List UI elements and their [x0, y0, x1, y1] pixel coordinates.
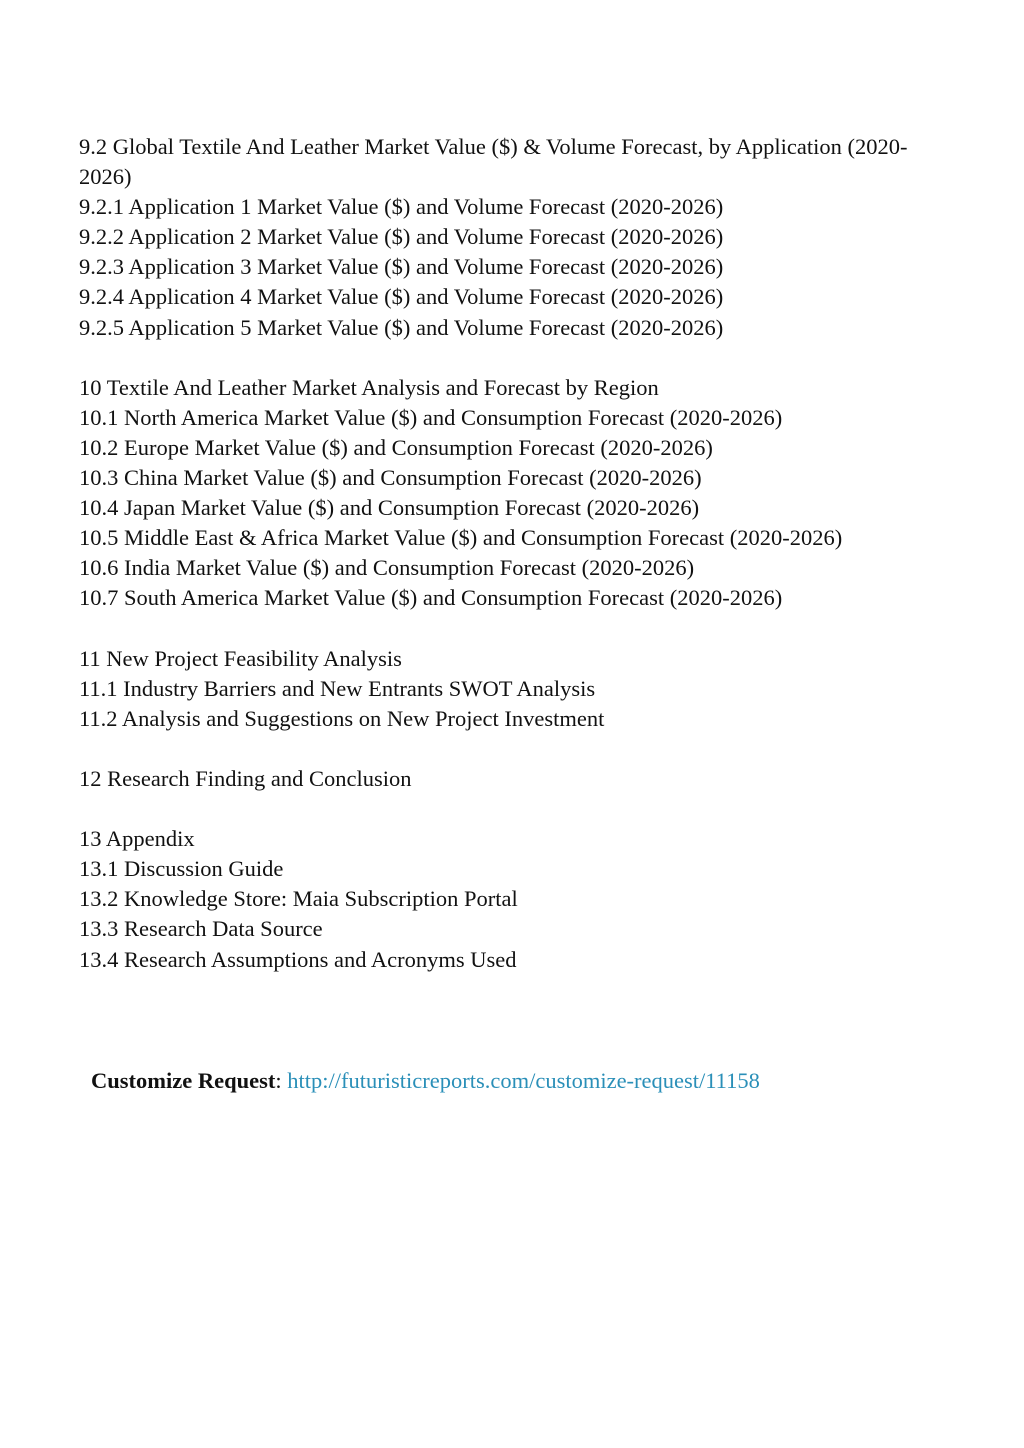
toc-entry-9-2-2: 9.2.2 Application 2 Market Value ($) and Volume Forecast (2020-2026) — [79, 224, 724, 250]
toc-entry-10-4: 10.4 Japan Market Value ($) and Consumption Forecast (2020-2026) — [79, 495, 700, 521]
toc-entry-13-4: 13.4 Research Assumptions and Acronyms Used — [79, 946, 517, 972]
section-spacer — [79, 614, 959, 644]
toc-section-9 — [79, 132, 959, 343]
toc-entry-10-7: 10.7 South America Market Value ($) and Consumption Forecast (2020-2026) — [79, 585, 783, 611]
toc-entry-9-2: 9.2 Global Textile And Leather Market Value ($) & Volume Forecast, by Application (2020-2026) — [79, 134, 908, 190]
toc-section-13 — [79, 824, 959, 974]
toc-entry-13-2: 13.2 Knowledge Store: Maia Subscription Portal — [79, 886, 518, 912]
toc-entry-10-2: 10.2 Europe Market Value ($) and Consumption Forecast (2020-2026) — [79, 434, 713, 460]
customize-request-line — [91, 1066, 760, 1096]
toc-entry-10-3: 10.3 China Market Value ($) and Consumption Forecast (2020-2026) — [79, 465, 702, 491]
toc-section-12 — [79, 764, 959, 794]
toc-heading-12: 12 Research Finding and Conclusion — [79, 765, 412, 791]
toc-section-11 — [79, 644, 959, 734]
toc-heading-10: 10 Textile And Leather Market Analysis and Forecast by Region — [79, 374, 659, 400]
toc-entry-9-2-3: 9.2.3 Application 3 Market Value ($) and Volume Forecast (2020-2026) — [79, 254, 724, 280]
toc-entry-13-3: 13.3 Research Data Source — [79, 916, 323, 942]
section-spacer — [79, 794, 959, 824]
toc-heading-11: 11 New Project Feasibility Analysis — [79, 645, 402, 671]
toc-entry-10-5: 10.5 Middle East & Africa Market Value ($) and Consumption Forecast (2020-2026) — [79, 525, 843, 551]
toc-entry-10-1: 10.1 North America Market Value ($) and Consumption Forecast (2020-2026) — [79, 404, 783, 430]
section-spacer — [79, 734, 959, 764]
toc-section-10 — [79, 373, 959, 614]
toc-entry-11-2: 11.2 Analysis and Suggestions on New Project Investment — [79, 705, 605, 731]
toc-entry-13-1: 13.1 Discussion Guide — [79, 856, 284, 882]
customize-request-link[interactable]: http://futuristicreports.com/customize-request/11158 — [287, 1068, 760, 1093]
customize-request-separator: : — [275, 1068, 282, 1093]
toc-entry-9-2-5: 9.2.5 Application 5 Market Value ($) and Volume Forecast (2020-2026) — [79, 314, 724, 340]
toc-entry-9-2-1: 9.2.1 Application 1 Market Value ($) and Volume Forecast (2020-2026) — [79, 194, 724, 220]
toc-heading-13: 13 Appendix — [79, 826, 195, 852]
customize-request-label: Customize Request — [91, 1068, 276, 1093]
toc-entry-9-2-4: 9.2.4 Application 4 Market Value ($) and Volume Forecast (2020-2026) — [79, 284, 724, 310]
table-of-contents — [79, 132, 959, 975]
toc-entry-11-1: 11.1 Industry Barriers and New Entrants SWOT Analysis — [79, 675, 596, 701]
toc-entry-10-6: 10.6 India Market Value ($) and Consumption Forecast (2020-2026) — [79, 555, 695, 581]
section-spacer — [79, 343, 959, 373]
